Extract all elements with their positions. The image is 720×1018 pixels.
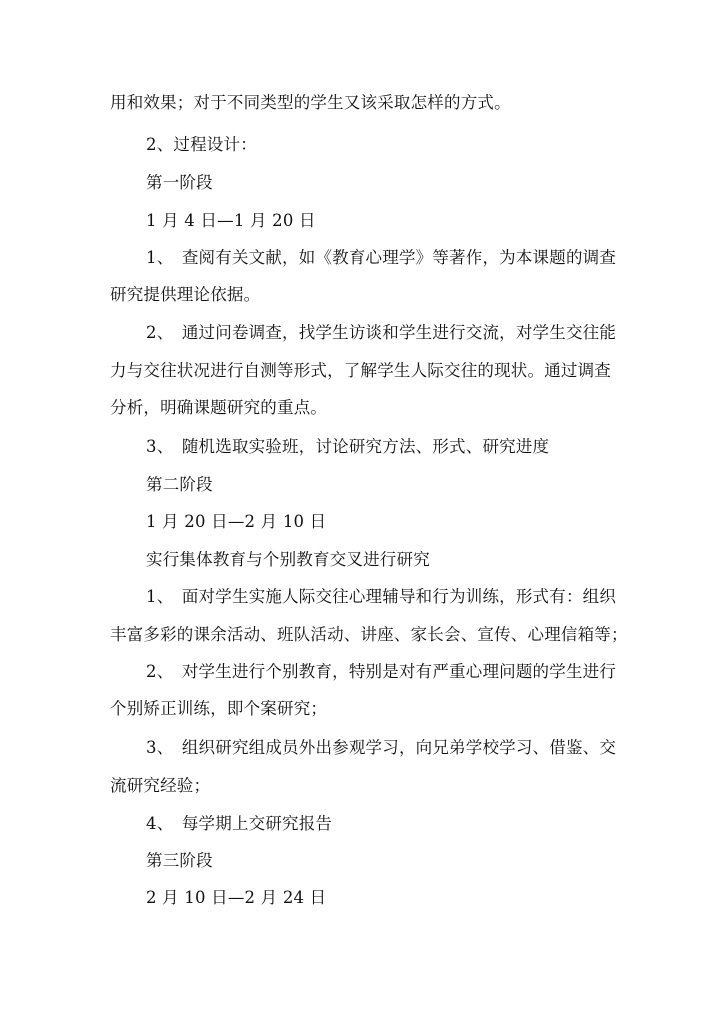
paragraph-line: 实行集体教育与个别教育交叉进行研究: [146, 550, 430, 569]
list-item: 1、 查阅有关文献，如《教育心理学》等著作，为本课题的调查: [146, 248, 617, 267]
list-item: 4、 每学期上交研究报告: [146, 814, 333, 833]
paragraph-line: 个别矫正训练，即个案研究；: [110, 699, 328, 718]
list-item: 2、 对学生进行个别教育，特别是对有严重心理问题的学生进行: [146, 662, 617, 681]
paragraph-line: 用和效果；对于不同类型的学生又该采取怎样的方式。: [110, 93, 511, 112]
paragraph-line: 流研究经验；: [110, 776, 211, 795]
date-range: 1 月 4 日—1 月 20 日: [146, 211, 316, 230]
list-item: 3、 组织研究组成员外出参观学习，向兄弟学校学习、借鉴、交: [146, 738, 617, 757]
date-range: 2 月 10 日—2 月 24 日: [146, 888, 327, 907]
stage-title: 第二阶段: [146, 475, 213, 494]
section-heading: 2、过程设计：: [146, 135, 257, 154]
paragraph-line: 力与交往状况进行自测等形式，了解学生人际交往的现状。通过调查: [110, 361, 611, 380]
paragraph-line: 丰富多彩的课余活动、班队活动、讲座、家长会、宣传、心理信箱等；: [110, 625, 628, 644]
list-item: 1、 面对学生实施人际交往心理辅导和行为训练，形式有：组织: [146, 587, 617, 606]
stage-title: 第一阶段: [146, 173, 213, 192]
list-item: 2、 通过问卷调查，找学生访谈和学生进行交流，对学生交往能: [146, 323, 617, 342]
paragraph-line: 分析，明确课题研究的重点。: [110, 398, 328, 417]
date-range: 1 月 20 日—2 月 10 日: [146, 512, 327, 531]
list-item: 3、 随机选取实验班，讨论研究方法、形式、研究进度: [146, 437, 550, 456]
stage-title: 第三阶段: [146, 851, 213, 870]
paragraph-line: 研究提供理论依据。: [110, 285, 261, 304]
